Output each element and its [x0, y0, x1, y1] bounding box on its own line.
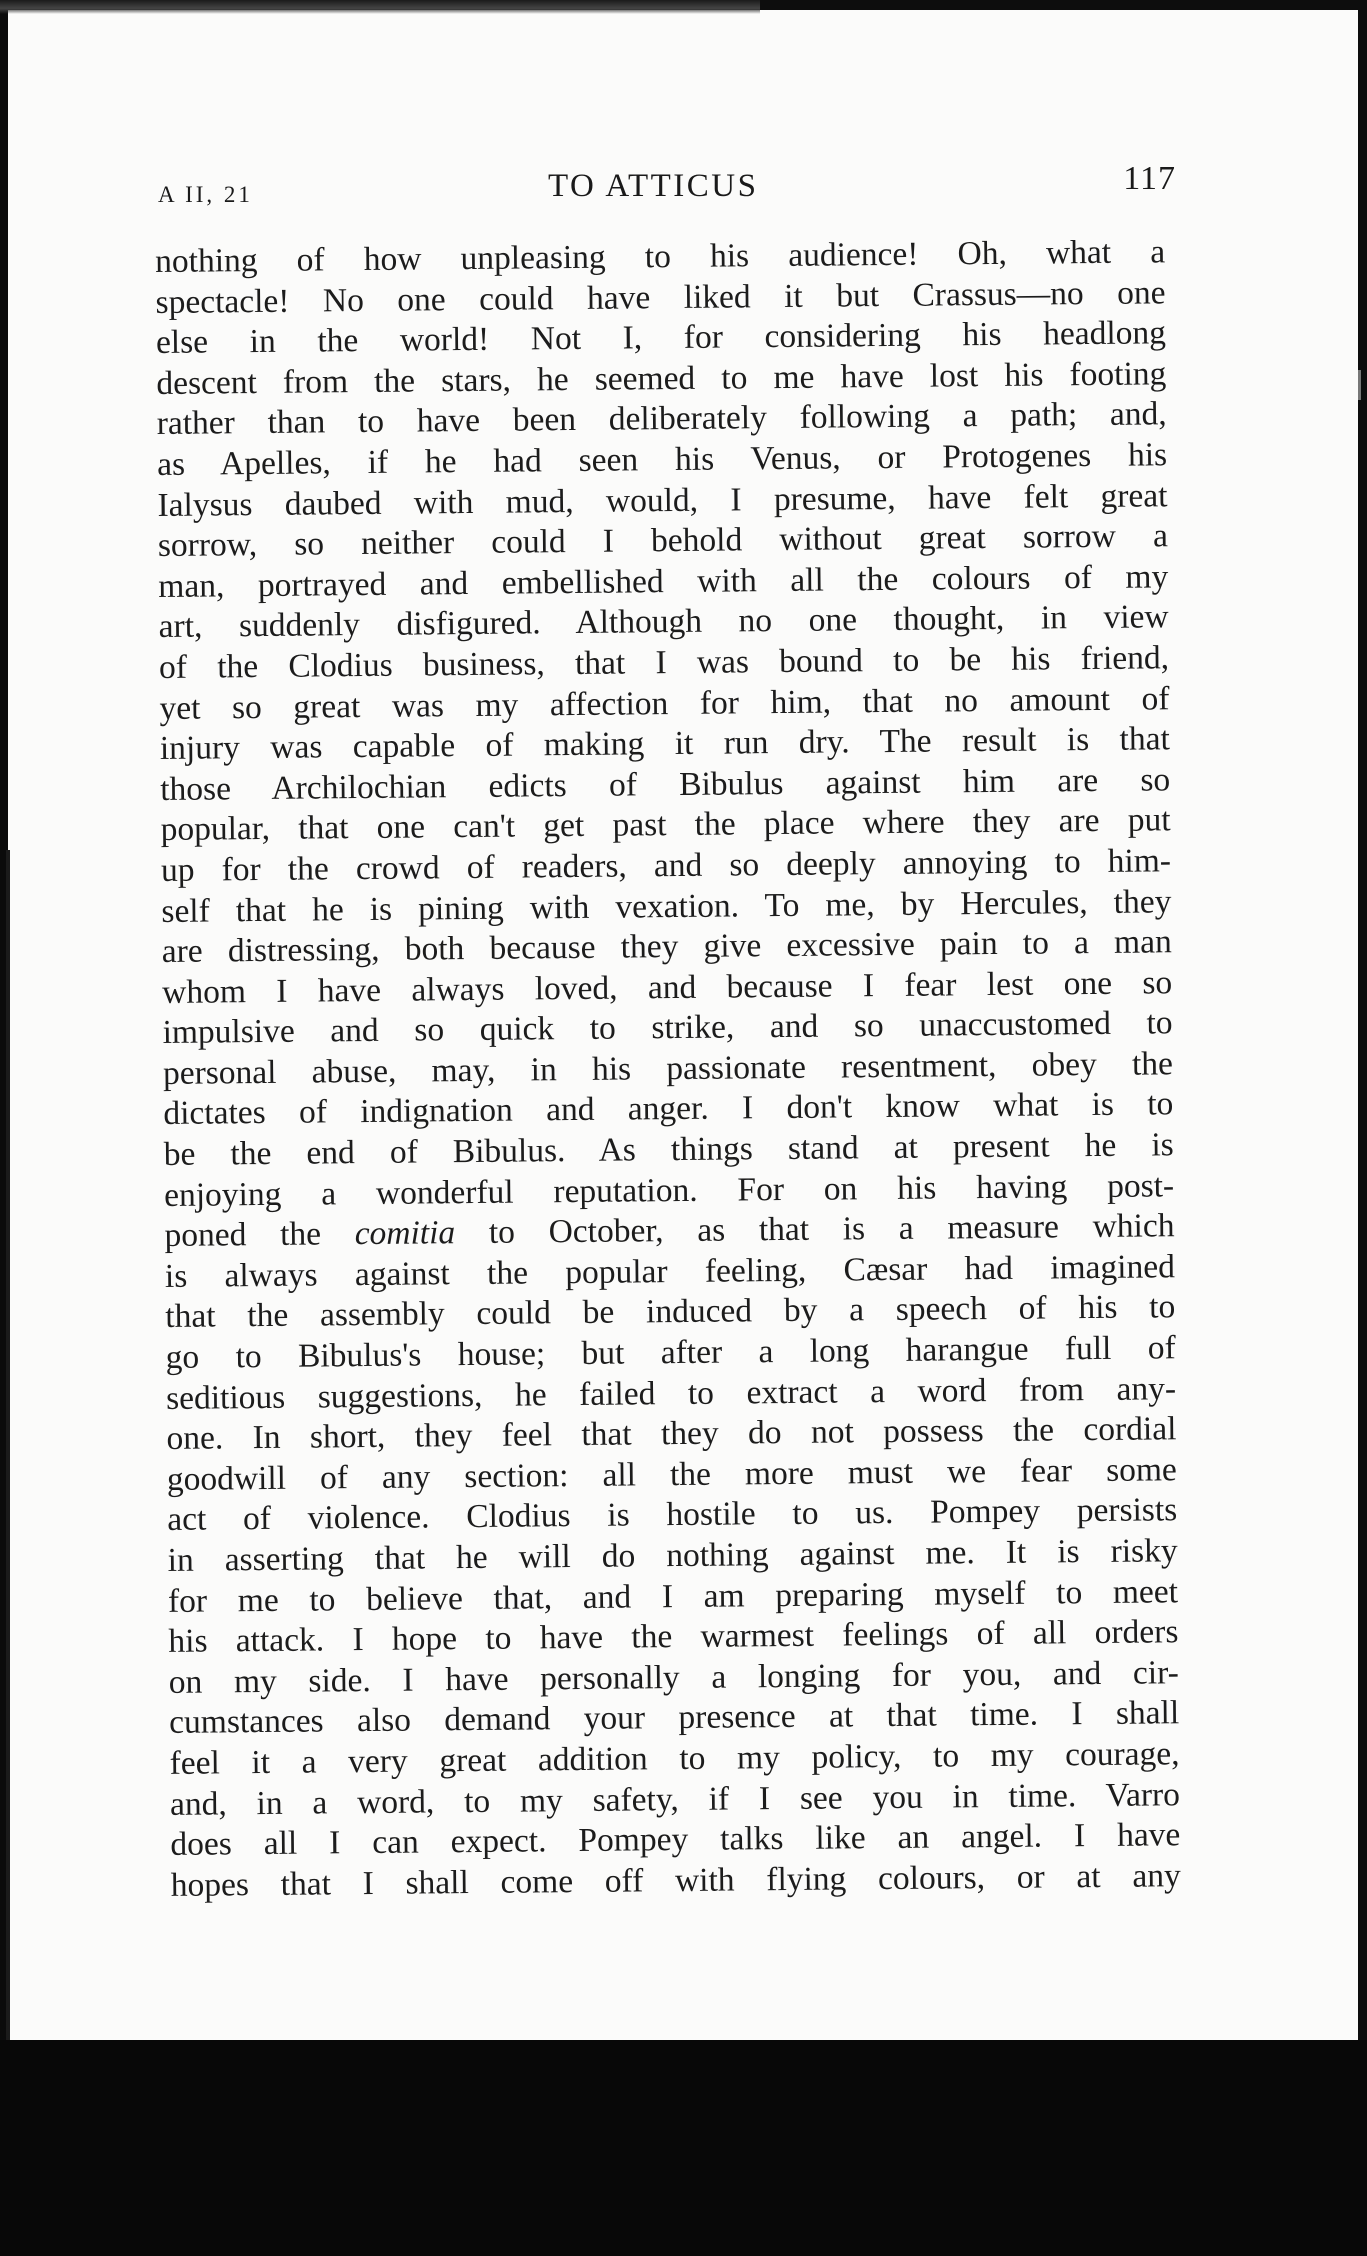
- scan-bottom-edge: [0, 2040, 1367, 2256]
- text-line: act of violence. Clodius is hostile to us. Pompey persists: [167, 1491, 1178, 1539]
- text-line: whom I have always loved, and because I fear lest one so: [162, 963, 1173, 1011]
- text-line: for me to believe that, and I am preparing myself to meet: [167, 1572, 1179, 1620]
- running-reference: A II, 21: [158, 182, 253, 207]
- text-line: his attack. I hope to have the warmest feelings of all orders: [168, 1613, 1179, 1661]
- text-line: else in the world! Not I, for considering his headlong: [155, 314, 1167, 362]
- text-line: cumstances also demand your presence at that time. I shall: [169, 1694, 1180, 1742]
- text-line: yet so great was my affection for him, that no amount of: [159, 679, 1170, 727]
- running-title: TO ATTICUS: [548, 168, 759, 204]
- text-segment: poned the: [164, 1215, 322, 1255]
- text-line: dictates of indignation and anger. I don't know what is to: [163, 1085, 1174, 1133]
- text-line: Ialysus daubed with mud, would, I presume, have felt great: [157, 476, 1168, 524]
- scan-right-mark: [1358, 370, 1361, 400]
- scan-top-edge: [0, 0, 760, 14]
- text-line: be the end of Bibulus. As things stand at present he is: [163, 1126, 1174, 1174]
- text-line: seditious suggestions, he failed to extract a word from any-: [165, 1369, 1177, 1417]
- body-text: [155, 232, 1181, 1906]
- text-line: go to Bibulus's house; but after a long harangue full of: [165, 1329, 1176, 1376]
- text-line: one. In short, they feel that they do not possess the cordial: [166, 1410, 1177, 1458]
- text-line: self that he is pining with vexation. To me, by Hercules, they: [161, 882, 1172, 930]
- text-line: descent from the stars, he seemed to me have lost his footing: [156, 355, 1167, 402]
- text-line: art, suddenly disfigured. Although no one thought, in view: [158, 598, 1169, 646]
- text-line: in asserting that he will do nothing against me. It is risky: [167, 1532, 1178, 1579]
- text-line: on my side. I have personally a longing for you, and cir-: [168, 1654, 1179, 1701]
- italic-term: comitia: [354, 1214, 456, 1253]
- text-line: up for the crowd of readers, and so deeply annoying to him-: [160, 842, 1172, 889]
- text-line: and, in a word, to my safety, if I see you in time. Varro: [169, 1775, 1181, 1823]
- text-line: as Apelles, if he had seen his Venus, or Protogenes his: [156, 436, 1168, 483]
- text-line: popular, that one can't get past the place where they are put: [160, 801, 1171, 849]
- text-line: is always against the popular feeling, Cæsar had imagined: [164, 1248, 1176, 1295]
- binding-shadow: [6, 850, 10, 2050]
- text-line: nothing of how unpleasing to his audience! Oh, what a: [155, 233, 1166, 280]
- text-segment: to October, as that is a measure which: [488, 1207, 1175, 1252]
- text-line: are distressing, both because they give excessive pain to a man: [161, 923, 1172, 971]
- text-line: injury was capable of making it run dry. The result is that: [159, 720, 1170, 768]
- text-line: personal abuse, may, in his passionate resentment, obey the: [162, 1045, 1174, 1092]
- text-line: sorrow, so neither could I behold without great sorrow a: [157, 517, 1169, 565]
- text-line: impulsive and so quick to strike, and so unaccustomed to: [162, 1004, 1173, 1052]
- text-line: man, portrayed and embellished with all the colours of my: [158, 558, 1169, 605]
- page-number: 117: [1123, 160, 1176, 197]
- page-header: [158, 160, 1188, 220]
- text-line: of the Clodius business, that I was bound to be his friend,: [158, 639, 1170, 686]
- text-line: feel it a very great addition to my policy, to my courage,: [169, 1735, 1180, 1782]
- text-line: those Archilochian edicts of Bibulus against him are so: [160, 760, 1171, 808]
- text-line: does all I can expect. Pompey talks like an angel. I have: [170, 1816, 1181, 1864]
- text-line: that the assembly could be induced by a speech of his to: [165, 1288, 1176, 1336]
- text-line: hopes that I shall come off with flying colours, or at any: [170, 1856, 1181, 1904]
- text-line: rather than to have been deliberately following a path; and,: [156, 395, 1167, 443]
- text-line: enjoying a wonderful reputation. For on his having post-: [163, 1166, 1175, 1214]
- text-line: spectacle! No one could have liked it but Crassus—no one: [155, 273, 1166, 321]
- text-line: goodwill of any section: all the more must we fear some: [166, 1451, 1178, 1498]
- book-page: [8, 10, 1358, 2055]
